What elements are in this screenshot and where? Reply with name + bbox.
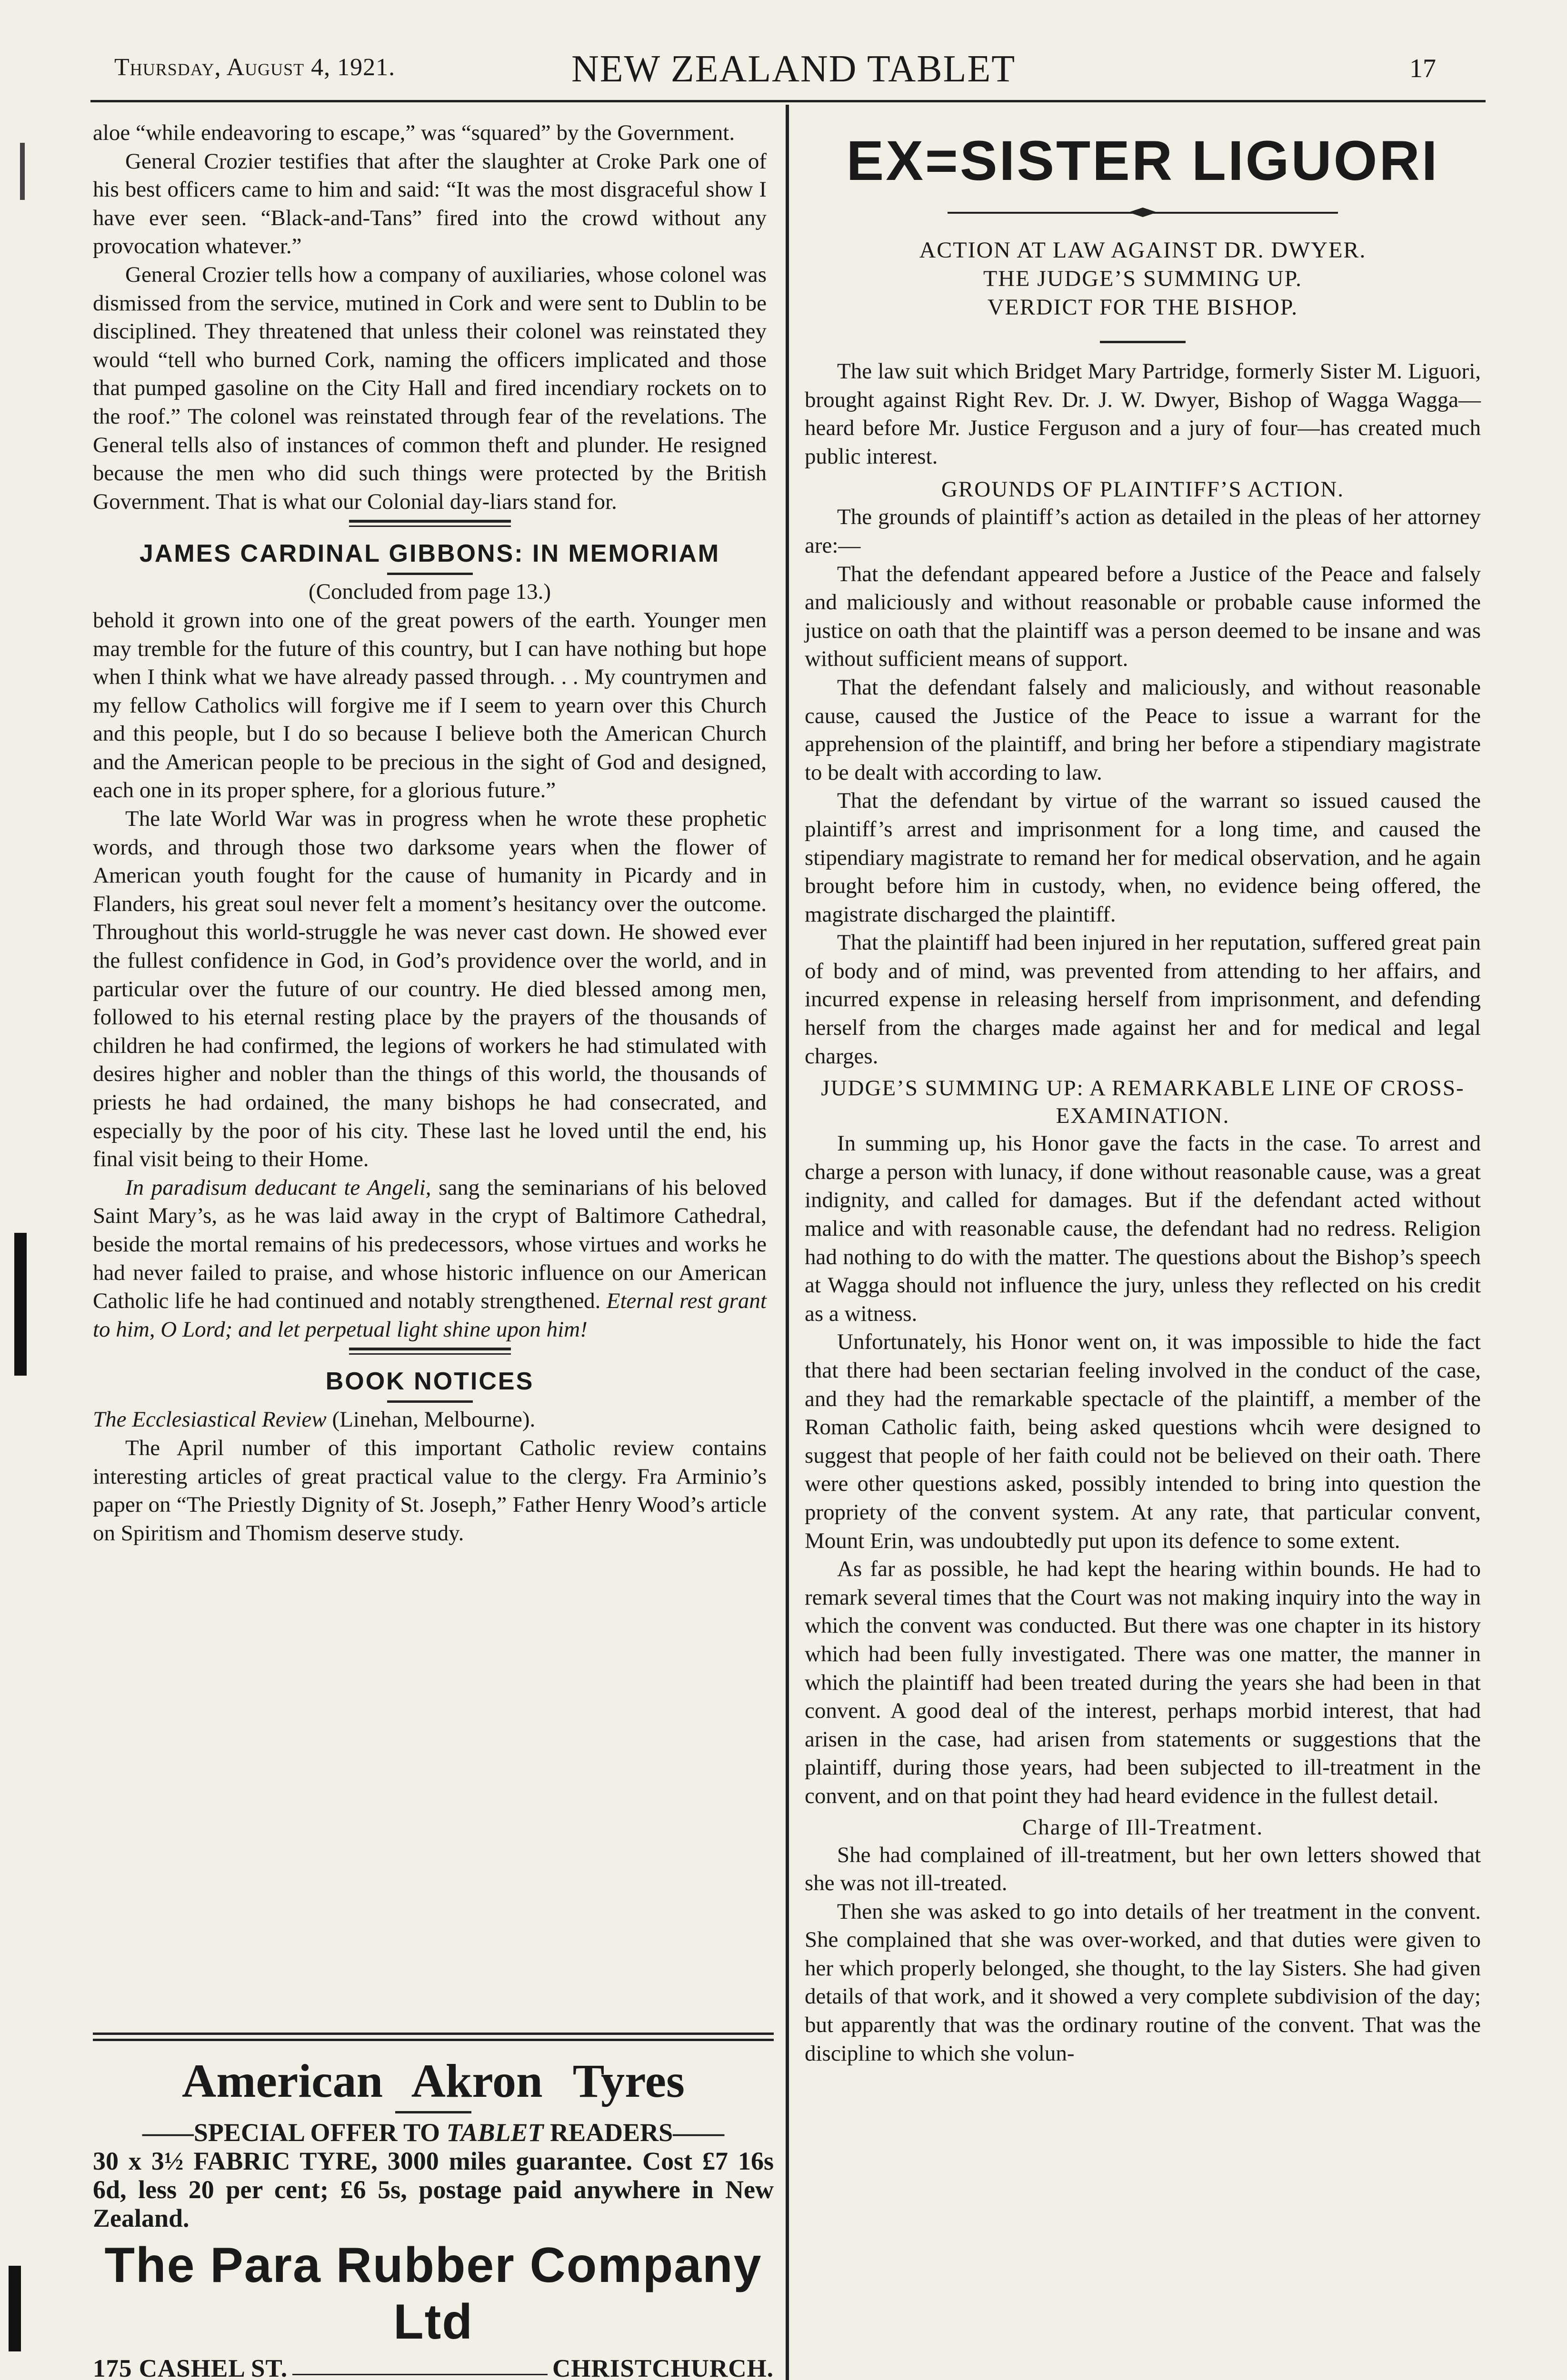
offer-tablet: TABLET bbox=[446, 2118, 544, 2147]
book-paragraph: The April number of this important Catholic review contains interesting articles of great practical value to the clergy. Fra Arminio’s paper on “The Priestly Dignity of St. Joseph,” Father Henry Wood’s article on Spiritism and Thomism deserve study. bbox=[93, 1435, 767, 1546]
book-review-title: The Ecclesiastical Review bbox=[93, 1407, 327, 1432]
issue-date: Thursday, August 4, 1921. bbox=[114, 54, 396, 81]
company-name: The Para Rubber Company Ltd bbox=[104, 2238, 762, 2350]
ad-offer-body: 30 x 3½ FABRIC TYRE, 3000 miles guarantee. Cost £7 16s 6d, less 20 per cent; £6 5s, postage paid anywhere in New Zealand. bbox=[93, 2147, 774, 2232]
book-notices-heading: BOOK NOTICES bbox=[325, 1368, 534, 1396]
column-rule bbox=[786, 105, 789, 2380]
header-rule bbox=[90, 100, 1486, 102]
left-column bbox=[93, 119, 767, 1547]
short-rule-2 bbox=[387, 1400, 473, 1403]
tyre-advertisement bbox=[93, 2033, 774, 2380]
address-row bbox=[93, 2355, 774, 2380]
headline-ornament bbox=[948, 208, 1338, 217]
ad-short-rule bbox=[395, 2111, 471, 2113]
masthead-title: NEW ZEALAND TABLET bbox=[571, 48, 1016, 90]
summing-paragraph-2: Unfortunately, his Honor went on, it was impossible to hide the fact that there had been sectarian feeling involved in the conduct of the case, and they had the remarkable spectacle of the plaintiff, a member of the Roman Catholic faith, being asked questions whcih were designed to suggest that people of her faith could not be believed on their oath. There were other questions asked, possibly intended to bring into question the propriety of the convent system. At any rate, that particular convent, Mount Erin, was undoubtedly put upon its defence to some extent. bbox=[805, 1329, 1481, 1553]
section-divider-2 bbox=[349, 1348, 511, 1355]
grounds-paragraph-1: The grounds of plaintiff’s action as detailed in the pleas of her attorney are:— bbox=[805, 505, 1481, 558]
charge-heading: Charge of Ill-Treatment. bbox=[1022, 1815, 1264, 1840]
book-review-publisher: (Linehan, Melbourne). bbox=[326, 1407, 536, 1432]
summing-paragraph-1: In summing up, his Honor gave the facts in the case. To arrest and charge a person with lunacy, if done without reasonable cause, was a great indignity, and called for damages. But if the defendant acted without malice and with reasonable cause, the defendant had no redress. Religion had nothing to do with the matter. The questions about the Bishop’s speech at Wagga should not influence the jury, unless they reflected on his credit as a witness. bbox=[805, 1131, 1481, 1326]
gibbons-paragraph-3 bbox=[93, 1174, 767, 1344]
gibbons-heading: JAMES CARDINAL GIBBONS: IN MEMORIAM bbox=[139, 540, 720, 568]
article-intro: The law suit which Bridget Mary Partridge, formerly Sister M. Liguori, brought against Right Rev. Dr. J. W. Dwyer, Bishop of Wagga Wagga—heard before Mr. Justice Ferguson and a jury of four—has created much public interest. bbox=[805, 359, 1481, 469]
charge-paragraph-1: She had complained of ill-treatment, but her own letters showed that she was not ill-treated. bbox=[805, 1842, 1481, 1896]
intro-paragraph-2: General Crozier testifies that after the slaughter at Croke Park one of his best officers came to him and said: “It was the most disgraceful show I have ever seen. “Black-and-Tans” fired into the crowd without any provocation whatever.” bbox=[93, 149, 767, 259]
address-list bbox=[93, 2355, 774, 2380]
summing-paragraph-3: As far as possible, he had kept the hearing within bounds. He had to remark several times that the Court was not making inquiry into the way in which the convent was conducted. But there was one chapter in its history which had been fully investigated. There was one matter, the manner in which the plaintiff had been treated during the years she had been in that convent. A good deal of the interest, perhaps morbid interest, that had arisen in the case, had arisen from statements or suggestions that the plaintiff, during those years, had been subjected to ill-treatment in the convent, and on that point they had heard evidence in the fullest detail. bbox=[805, 1557, 1481, 1808]
concluded-note: (Concluded from page 13.) bbox=[308, 579, 551, 605]
subhead-2: THE JUDGE’S SUMMING UP. bbox=[983, 266, 1303, 291]
gibbons-paragraph-1: behold it grown into one of the great powers of the earth. Younger men may tremble for the future of this country, but I can have nothing but hope when I think what we have already passed through. . . My countrymen and my fellow Catholics will forgive me if I seem to yearn over this Church and this people, but I do so because I believe both the American Church and the American people to be precious in the sight of God and designed, each one in its proper sphere, for a glorious future.” bbox=[93, 607, 767, 803]
address-street: 175 CASHEL ST. bbox=[93, 2355, 288, 2380]
offer-prefix: SPECIAL OFFER TO bbox=[193, 2118, 447, 2147]
grounds-paragraph-3: That the defendant falsely and maliciously, and without reasonable cause, caused the Justice of the Peace to issue a warrant for the apprehension of the plaintiff, and bring her before a stipendiary magistrate to be dealt with according to law. bbox=[805, 674, 1481, 785]
subhead-3: VERDICT FOR THE BISHOP. bbox=[987, 295, 1298, 320]
right-column bbox=[805, 119, 1481, 2068]
section-divider bbox=[349, 520, 511, 527]
grounds-paragraph-5: That the plaintiff had been injured in her reputation, suffered great pain of body and of mind, was prevented from attending to her affairs, and incurred expense in releasing herself from imprisonment, and defending herself from the charges made against her and for medical and legal charges. bbox=[805, 930, 1481, 1069]
margin-mark bbox=[20, 143, 25, 200]
charge-paragraph-2: Then she was asked to go into details of her treatment in the convent. She complained that she was over-worked, and that duties were given to her which properly belonged, she thought, to the lay Sisters. She had given details of that work, and it showed a very complete subdivision of the day; but apparently that was the ordinary routine of the convent. That was the discipline to which she volun- bbox=[805, 1899, 1481, 2066]
grounds-heading: GROUNDS OF PLAINTIFF’S ACTION. bbox=[941, 477, 1345, 502]
short-rule bbox=[387, 573, 473, 575]
address-city: CHRISTCHURCH. bbox=[552, 2355, 774, 2380]
summing-heading: JUDGE’S SUMMING UP: A REMARKABLE LINE OF CROSS-EXAMINATION. bbox=[821, 1076, 1465, 1129]
latin-phrase: In paradisum deducant te Angeli, bbox=[125, 1175, 431, 1200]
article-headline: EX=SISTER LIGUORI bbox=[846, 129, 1439, 192]
closing-prayer: Eternal rest grant to him, O Lord; and let perpetual light shine upon him! bbox=[93, 1289, 767, 1342]
grounds-paragraph-4: That the defendant by virtue of the warrant so issued caused the plaintiff’s arrest and imprisonment for a long time, and caused the stipendiary magistrate to remand her for medical observation, and he again brought before him in custody, when, no evidence being offered, the magistrate discharged the plaintiff. bbox=[805, 788, 1481, 927]
ad-top-rule bbox=[93, 2033, 774, 2041]
ad-offer-line: ——SPECIAL OFFER TO TABLET READERS—— bbox=[142, 2118, 725, 2147]
grounds-paragraph-2: That the defendant appeared before a Justice of the Peace and falsely and maliciously and without reasonable or probable cause informed the justice on oath that the plaintiff was a person deemed to be insane and was without sufficient means of support. bbox=[805, 561, 1481, 672]
gibbons-paragraph-2: The late World War was in progress when he wrote these prophetic words, and through those two darksome years when the flower of American youth fought for the cause of humanity in Picardy and in Flanders, his great soul never felt a moment’s hesitancy over the outcome. Throughout this world-struggle he was never cast down. He showed ever the fullest confidence in God, in God’s providence over the world, and in particular over the future of our country. He died blessed among men, followed to his eternal resting place by the prayers of the thousands of children he had confirmed, the legions of workers he had stimulated with desires higher and nobler than the things of this world, the thousands of priests he had ordained, the many bishops he had consecrated, and especially by the poor of his city. These last he loved until the end, his final visit being to their Home. bbox=[93, 806, 767, 1172]
subhead-1: ACTION AT LAW AGAINST DR. DWYER. bbox=[919, 238, 1367, 263]
ad-title: American Akron Tyres bbox=[182, 2054, 685, 2107]
gibbons-paragraph-3-text: sang the seminarians of his beloved Saint Mary’s, as he was laid away in the crypt of Baltimore Cathedral, beside the mortal remains of his predecessors, whose virtues and works he had never failed to praise, and whose historic influence on our American Catholic life he had continued and notably strengthened. bbox=[93, 1175, 767, 1314]
book-review-line bbox=[93, 1406, 767, 1434]
margin-mark bbox=[14, 1233, 27, 1376]
offer-suffix: READERS bbox=[543, 2118, 673, 2147]
page-number: 17 bbox=[1409, 54, 1436, 83]
subhead-rule bbox=[1100, 341, 1186, 343]
intro-paragraph-3: General Crozier tells how a company of auxiliaries, whose colonel was dismissed from the service, mutined in Cork and were sent to Dublin to be disciplined. They threatened that unless their colonel was reinstated they would “tell who burned Cork, naming the officers implicated and those that pumped gasoline on the City Hall and fired incendiary rockets on to the roof.” The colonel was reinstated through fear of the revelations. The General tells also of instances of common theft and plunder. He resigned because the men who did such things were protected by the British Government. That is what our Colonial day-liars stand for. bbox=[93, 262, 767, 514]
intro-paragraph-1: aloe “while endeavoring to escape,” was “squared” by the Government. bbox=[93, 120, 735, 145]
margin-mark bbox=[9, 2266, 21, 2351]
